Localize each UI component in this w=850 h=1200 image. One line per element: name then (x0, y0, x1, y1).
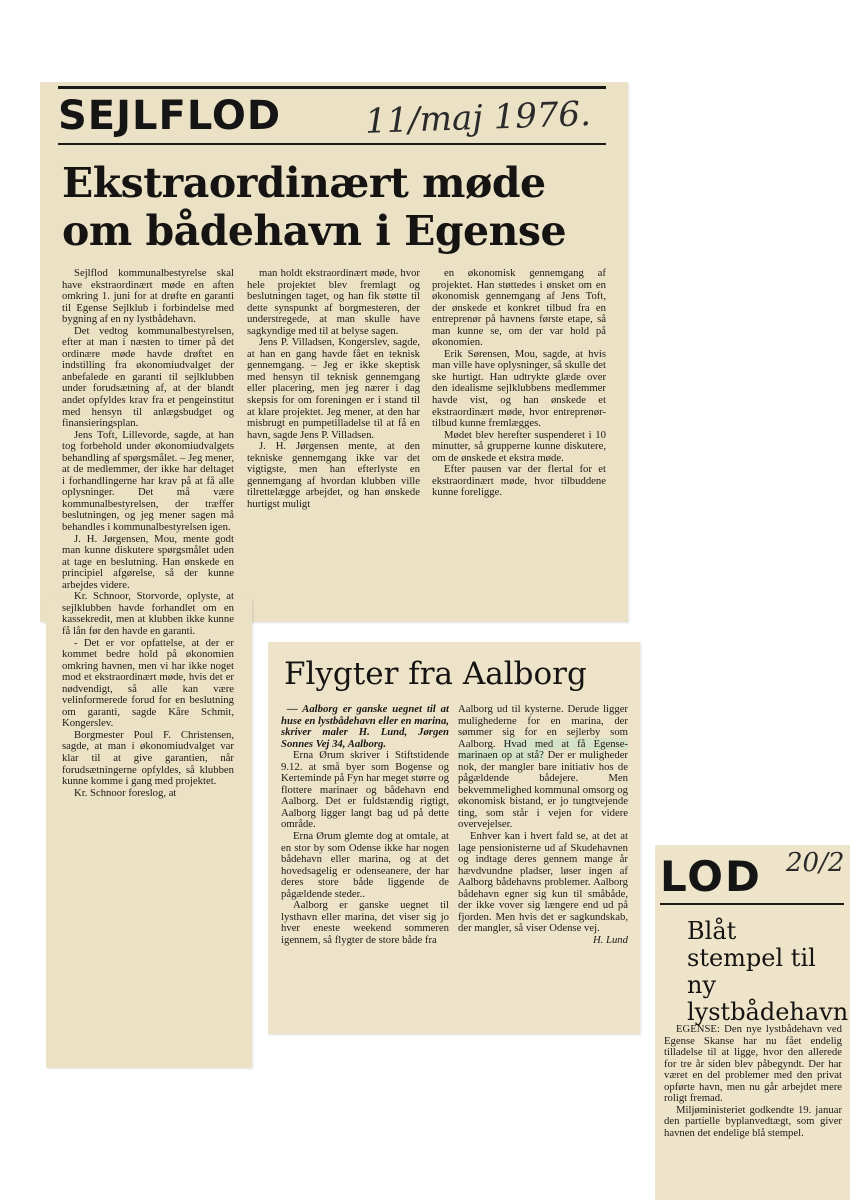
paragraph-lead: Aalborg ud til kysterne. Derude ligger mulighederne for en marina, der sømmer sig for en sejlerby som Aalborg. (458, 704, 628, 750)
article-column-1 (62, 268, 234, 1058)
masthead-rule (58, 143, 606, 145)
paragraph: Erna Ørum glemte dog at omtale, at en stor by som Odense ikke har nogen bådehavn eller marina, og at det hovedsagelig er odenseanere, der har deres store både liggende de pågældende steder.. (281, 830, 449, 900)
signature: H. Lund (592, 933, 628, 946)
lod-rule (660, 903, 844, 905)
paragraph: Erna Ørum skriver i Stiftstidende 9.12. at små byer som Bogense og Kerteminde på Fyn har meget større og flottere marinaer og bådehavn end Aalborg. Det er fuldstændig rigtigt, Aalborg ligger langt bag ud på dette område. (281, 749, 449, 831)
highlighted-sentence: Hvad med at få Egense-marinaen op at stå? (458, 737, 628, 762)
paragraph: Aalborg er ganske uegnet til lysthavn eller marina, det viser sig jo hver eneste weekend sommeren igennem, så flygter de store både fra (281, 899, 449, 946)
paragraph: J. H. Jørgensen mente, at den tekniske gennemgang ikke var det vigtigste, men han efterlyste en gennemgang af hvordan klubben ville tilrettelægge arbejdet, og han ønskede hurtigst muligt (247, 440, 420, 510)
letter-column-2 (458, 704, 628, 1026)
article-column-3 (432, 268, 606, 620)
top-rule (58, 86, 606, 89)
paragraph: Sejlflod kommunalbestyrelse skal have ekstraordinært møde en aften omkring 1. juni for at drøfte en garanti til Egense Sejlklub i forbindelse med bygning af en ny lystbådehavn. (62, 268, 234, 326)
paragraph: Miljøministeriet godkendte 19. januar den partielle byplanvedtægt, som giver havnen det endelige blå stempel. (664, 1103, 842, 1139)
paragraph: Jens P. Villadsen, Kongerslev, sagde, at han en gang havde fået en teknisk gennemgang. – Jeg er ikke skeptisk med hensyn til teknisk gennemgang eller placering, men jeg nærer i dag skepsis for om foreningen er i stand til at klare projektet. Jeg mener, at den har misbrugt en pumpetilladelse til at få en havn, sagde Jens P. Villadsen. (247, 336, 420, 441)
paragraph: en økonomisk gennemgang af projektet. Han støttedes i ønsket om en økonomisk gennemgang af Jens Toft, der ønskede et konkret tilbud fra en entreprenør på havnens første etape, så man kunne se, om der var hold på økonomien. (432, 268, 606, 349)
paragraph (458, 704, 628, 831)
paragraph: Efter pausen var der flertal for et ekstraordinært møde, hvor tilbuddene kunne foreligge. (432, 463, 606, 499)
headline-line1: Ekstraordinært møde (62, 159, 546, 207)
paragraph: Kr. Schnoor foreslog, at (74, 786, 177, 799)
paragraph: - Det er vor opfattelse, at der er kommet bedre hold på økonomien omkring havnen, men vi har ikke noget mod et ekstraordinært møde, hvis det er nødvendigt, så alle kan være velinformerede forud for en beslutning om garanti, sagde Kåre Schmit, Kongerslev. (62, 636, 234, 730)
masthead-sejlflod: SEJLFLOD (58, 93, 282, 139)
masthead-lod: LOD (660, 852, 762, 901)
letter-column-1 (281, 704, 449, 1026)
article-column-2 (247, 268, 420, 620)
paragraph: Enhver kan i hvert fald se, at det at lage pensionisterne ud af Skudehavnen og indtage deres gennem mange år hævdvundne pladser, løser ingen af Aalborg bådehavns problemer. Aalborg bådehavn egner sig kun til småbåde, der ikke vover sig længere end ud på fjorden. Men hvis det er sagkundskab, der mangler, så viser Odense vej. (458, 830, 628, 935)
headline-flygter: Flygter fra Aalborg (284, 656, 587, 692)
handwritten-date-lod: 20/2 (786, 848, 845, 878)
letter-intro: — Aalborg er ganske uegnet til at huse en lystbådehavn eller en marina, skriver maler H. Lund, Jørgen Sonnes Vej 34, Aalborg. (281, 704, 449, 750)
blaat-stempel-body (664, 1024, 842, 1196)
paragraph: EGENSE: Den nye lystbådehavn ved Egense Skanse har nu fået endelig tilladelse til at ligge, hvor den allerede for tre år siden blev påbegyndt. Der har været en del problemer med den privat opførte havn, men nu går arbejdet mere roligt fremad. (664, 1024, 842, 1105)
headline-blaat-stempel: Blåt stempel til ny lystbådehavn (687, 917, 849, 1026)
paragraph: J. H. Jørgensen, Mou, mente godt man kunne diskutere spørgsmålet uden at tage en beslutning. Han ønskede en principiel afgørelse, så der kunne arbejdes videre. (62, 532, 234, 591)
paragraph: Erik Sørensen, Mou, sagde, at hvis man ville have oplysninger, så skulle det ske hurtigt. Han udtrykte glæde over den idealisme sejlklubbens medlemmer havde vist, og han ønskede et ekstraordinært møde, hvor entreprenør-tilbud kunne fremlægges. (432, 347, 606, 430)
paragraph: Kr. Schnoor, Storvorde, oplyste, at sejlklubben havde forhandlet om en kassekredit, men at klubben ikke kunne få lån før den havde en garanti. (62, 590, 234, 637)
handwritten-date: 11/maj 1976. (364, 94, 592, 142)
headline-line2: om bådehavn i Egense (62, 207, 567, 255)
paragraph: Det vedtog kommunalbestyrelsen, efter at man i næsten to timer på det ordinære møde havde drøftet en indstilling fra økonomiudvalget der anbefalede en garanti til sejlklubben under forudsætning af, at der blandt andet opfyldes krav fra et pengeinstitut med hensyn til anlægsbudget og finansieringsplan. (62, 324, 234, 430)
paragraph: Jens Toft, Lillevorde, sagde, at han tog forbehold under økonomiudvalgets behandling af spørgsmålet. – Jeg mener, at de medlemmer, der ikke har deltaget i forhandlingerne har krav på at få alle oplysninger. Det må være kommunalbestyrelsen, der træffer beslutningen, og jeg mener sagen må behandles i kommunalbestyrelsen igen. (62, 428, 234, 534)
paragraph: Mødet blev herefter suspenderet i 10 minutter, så grupperne kunne diskutere, om de ønskede et ekstra møde. (432, 428, 606, 464)
paragraph-continuation: Der er muligheder nok, der mangler bare initiativ hos de pågældende bådejere. Men bekvemmelighed kommunal omsorg og økonomisk bistand, er jo tungtvejende ting, som står i vejen for videre overvejelser. (458, 749, 628, 831)
paragraph: man holdt ekstraordinært møde, hvor hele projektet blev fremlagt og beslutningen taget, og han fik støtte til dette synspunkt af borgmesteren, der understregede, at man skulle have sagkyndige med til at belyse sagen. (247, 268, 420, 337)
paragraph: Borgmester Poul F. Christensen, sagde, at man i økonomiudvalget var klar til at give garantien, når forudsætningerne opfyldes, så klubben kunne komme i gang med projektet. (62, 728, 234, 788)
